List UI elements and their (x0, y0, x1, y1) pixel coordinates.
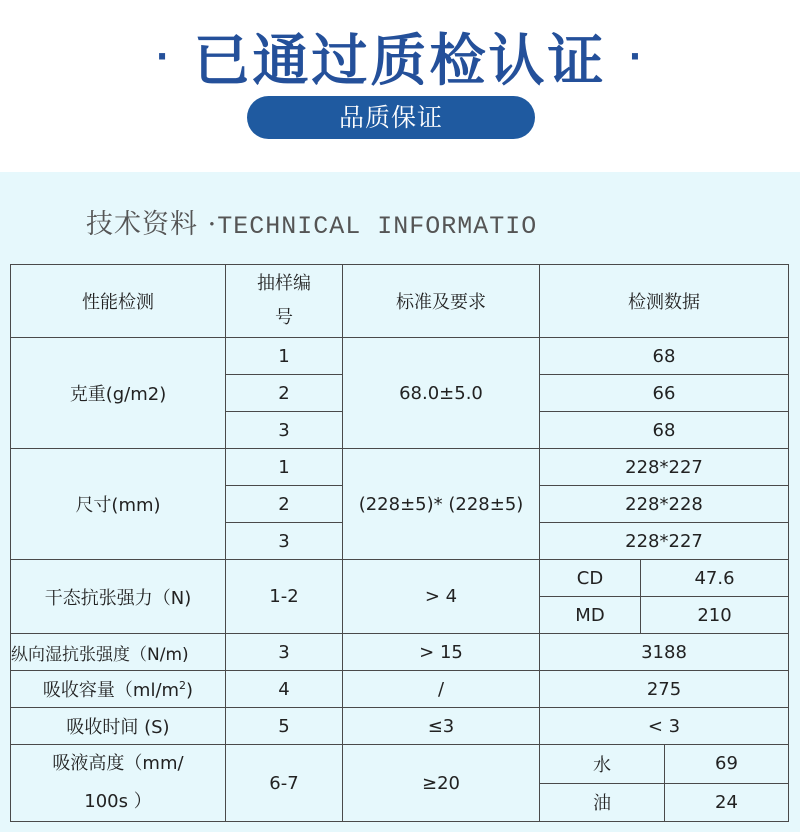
abs-time-standard: ≤3 (343, 708, 540, 745)
wet-strength-value: 3188 (540, 634, 789, 671)
weight-value-1: 68 (540, 338, 789, 375)
weight-sample-3: 3 (226, 412, 343, 449)
weight-standard: 68.0±5.0 (343, 338, 540, 449)
section-title-cn: 技术资料 (86, 209, 198, 240)
table-row (11, 671, 789, 708)
header-cell-standard: 标准及要求 (343, 265, 540, 338)
dry-strength-sample: 1-2 (226, 560, 343, 634)
header-cell-test: 性能检测 (11, 265, 226, 338)
section-title-dot: · (207, 209, 218, 240)
dry-strength-value-md: 210 (641, 597, 789, 634)
headline-dot-left: · (155, 37, 172, 77)
size-value-1: 228*227 (540, 449, 789, 486)
wicking-label: 吸液高度（mm/ 100s ） (11, 745, 226, 822)
wet-strength-label: 纵向湿抗张强度（N/m) (11, 634, 226, 671)
capacity-standard: / (343, 671, 540, 708)
wicking-liquid-oil: 油 (540, 783, 665, 822)
weight-label: 克重(g/m2) (11, 338, 226, 449)
wet-strength-standard: > 15 (343, 634, 540, 671)
capacity-sample: 4 (226, 671, 343, 708)
wicking-sample: 6-7 (226, 745, 343, 822)
header-cell-data: 检测数据 (540, 265, 789, 338)
headline-dot-right: · (628, 37, 645, 77)
table-row (11, 708, 789, 745)
dry-strength-value-cd: 47.6 (641, 560, 789, 597)
wicking-liquid-water: 水 (540, 745, 665, 784)
table-row (11, 560, 789, 597)
wet-strength-sample: 3 (226, 634, 343, 671)
abs-time-value: < 3 (540, 708, 789, 745)
dry-strength-standard: > 4 (343, 560, 540, 634)
header-cell-sample: 抽样编号 (226, 265, 343, 338)
size-value-2: 228*228 (540, 486, 789, 523)
quality-badge: 品质保证 (247, 96, 535, 139)
section-title (86, 202, 537, 241)
capacity-label: 吸收容量$(ml/m^2)$ (11, 671, 226, 708)
weight-sample-1: 1 (226, 338, 343, 375)
size-label: 尺寸(mm) (11, 449, 226, 560)
table-row (11, 338, 789, 375)
table-row (11, 745, 789, 784)
dry-strength-label: 干态抗张强力（N) (11, 560, 226, 634)
size-standard: (228±5)* (228±5) (343, 449, 540, 560)
size-sample-1: 1 (226, 449, 343, 486)
table-header-row (11, 265, 789, 338)
header-section (0, 0, 800, 172)
table-row (11, 634, 789, 671)
abs-time-sample: 5 (226, 708, 343, 745)
technical-table (10, 264, 789, 822)
abs-time-label: 吸收时间 (S) (11, 708, 226, 745)
dry-strength-dir-cd: CD (540, 560, 641, 597)
capacity-value: 275 (540, 671, 789, 708)
wicking-value-oil: 24 (665, 783, 789, 822)
headline (0, 22, 800, 97)
headline-text: 已通过质检认证 (193, 29, 607, 94)
wicking-standard: ≥20 (343, 745, 540, 822)
weight-value-3: 68 (540, 412, 789, 449)
weight-value-2: 66 (540, 375, 789, 412)
size-sample-3: 3 (226, 523, 343, 560)
weight-sample-2: 2 (226, 375, 343, 412)
section-title-en: TECHNICAL INFORMATIO (217, 212, 538, 241)
size-sample-2: 2 (226, 486, 343, 523)
dry-strength-dir-md: MD (540, 597, 641, 634)
table-row (11, 449, 789, 486)
wicking-value-water: 69 (665, 745, 789, 784)
size-value-3: 228*227 (540, 523, 789, 560)
